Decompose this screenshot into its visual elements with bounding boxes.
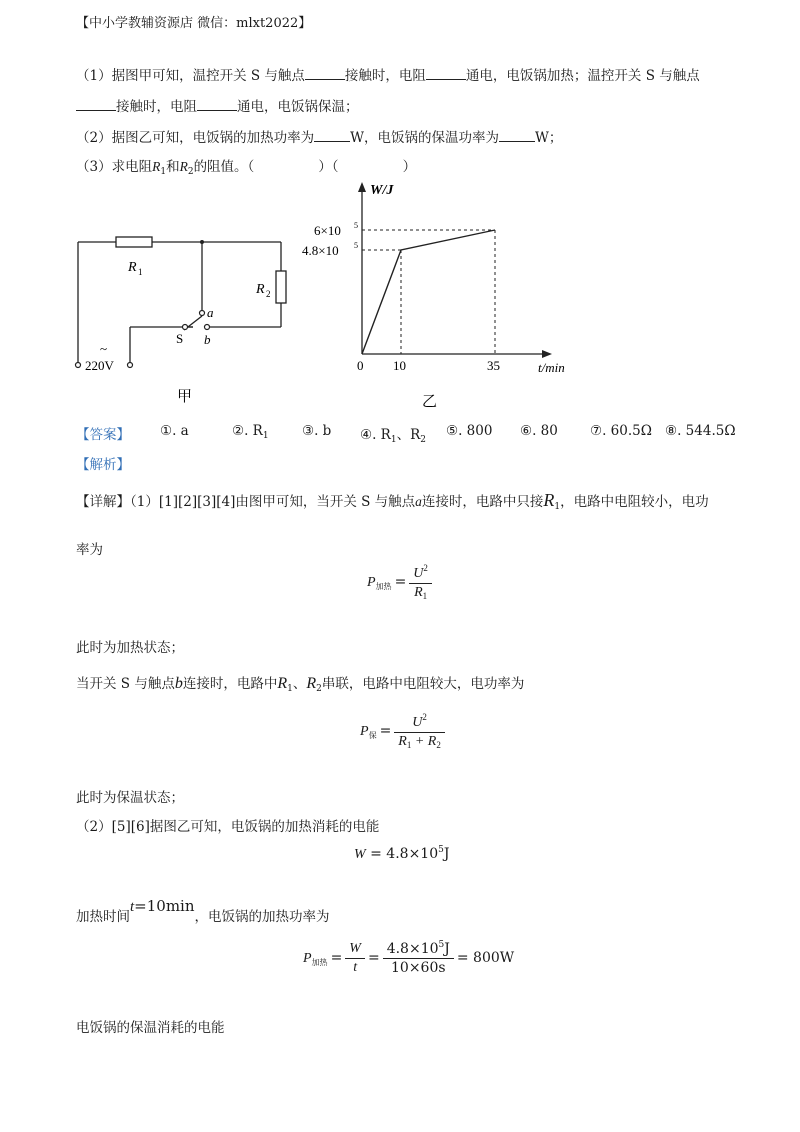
- detail-line-8: 电饭锅的保温消耗的电能: [76, 1020, 225, 1036]
- y-axis-label: W/J: [370, 183, 394, 198]
- question-text: 的阻值。（: [193, 159, 255, 175]
- answer-item: ②. $R_1$: [232, 423, 269, 441]
- circuit-diagram: [70, 226, 300, 416]
- detail-text: ，电饭锅的加热功率为: [194, 909, 330, 925]
- r2-label-sub: 2: [266, 289, 271, 299]
- detail-line-2: 率为: [76, 542, 103, 558]
- math-symbol: t: [130, 899, 135, 915]
- question-text: ）: [402, 159, 417, 175]
- y-tick-6e5-exp: 5: [354, 221, 358, 230]
- subscript: 1: [160, 167, 167, 177]
- question-text: 和: [166, 159, 180, 175]
- detail-text: 当开关 S 与触点: [76, 676, 175, 692]
- detail-text: （1）[1][2][3][4]由图甲可知，当开关 S 与触点: [130, 494, 416, 510]
- answer-blank: [305, 67, 345, 80]
- question-text: ）（: [318, 159, 339, 175]
- detail-text: 连接时，电路中: [182, 676, 278, 692]
- contact-b-label: b: [204, 332, 211, 347]
- answer-item: ③. b: [302, 423, 332, 439]
- answer-item: ①. a: [160, 423, 189, 439]
- question-text: W；: [534, 130, 563, 146]
- r2-symbol: R: [179, 159, 188, 174]
- math-symbol: b: [174, 675, 183, 692]
- detail-text: ，电路中电阻较小，电功: [560, 494, 709, 510]
- answer-item: ⑤. 800: [446, 423, 493, 439]
- question-text: 接触时，电阻: [344, 68, 426, 84]
- question-1-line-1: [76, 64, 700, 84]
- answer-item: ⑦. 60.5Ω: [590, 423, 652, 439]
- formula-heating-power: $P_{加热}$ = $\frac{U^2}{R_1}$: [367, 563, 432, 601]
- answer-label: 【答案】: [76, 427, 130, 443]
- x-tick-0: 0: [357, 358, 364, 373]
- y-tick-4.8e5-exp: 5: [354, 241, 358, 250]
- answer-item: ⑥. 80: [520, 423, 558, 439]
- x-axis-label: t/min: [538, 360, 565, 375]
- circuit-caption: 甲: [177, 389, 193, 405]
- energy-time-graph: [300, 178, 590, 418]
- y-axis-arrow: [358, 182, 366, 192]
- question-text: （2）据图乙可知，电饭锅的加热功率为: [76, 130, 315, 146]
- switch-s-label: S: [176, 331, 184, 346]
- detail-label: 【详解】: [76, 494, 130, 510]
- question-1-line-2: [76, 95, 359, 115]
- r1-symbol: R: [152, 159, 161, 174]
- subscript: 2: [316, 684, 322, 694]
- detail-line-1: [76, 490, 709, 512]
- detail-text: 加热时间: [76, 909, 130, 925]
- question-text: （3）求电阻: [76, 159, 153, 175]
- subscript: 1: [287, 684, 293, 694]
- resistor-r2: [276, 271, 286, 303]
- math-symbol: a: [415, 494, 422, 509]
- graph-caption: 乙: [422, 394, 438, 410]
- detail-text: 、: [292, 676, 307, 692]
- voltage-label: 220V: [85, 358, 114, 373]
- answer-item: ④. $R_1$、$R_2$: [360, 427, 426, 445]
- answer-blank: [499, 129, 535, 142]
- r1-label-sub: 1: [138, 267, 143, 277]
- detail-line-4: [76, 672, 524, 694]
- formula-keep-warm-power: $P_保$ = $\frac{U^2}{R_1 + R_2}$: [360, 712, 445, 750]
- y-tick-6e5: 6×10: [314, 223, 341, 238]
- detail-line-6: （2）[5][6]据图乙可知，电饭锅的加热消耗的电能: [76, 819, 380, 835]
- math-symbol: R: [306, 675, 317, 692]
- contact-a-label: a: [207, 305, 214, 320]
- detail-line-5: 此时为保温状态；: [76, 790, 184, 806]
- x-tick-35: 35: [487, 358, 500, 373]
- r1-label: R: [128, 260, 137, 275]
- question-text: 接触时，电阻: [116, 99, 197, 115]
- answer-blank: [76, 98, 116, 111]
- resistor-r1: [116, 237, 152, 247]
- answer-blank: [197, 98, 237, 111]
- question-text: 通电，电饭锅保温；: [237, 99, 359, 115]
- x-tick-10: 10: [393, 358, 406, 373]
- subscript: 1: [554, 502, 561, 512]
- formula-heating-power-value: $P_{加热}$ = $\frac{W}{t}$ = $\frac{4.8\times 10^5J}{10\times 60s}$ = 800W: [303, 940, 515, 976]
- detail-text: 连接时，电路中只接: [421, 494, 544, 510]
- math-symbol: R: [543, 490, 555, 510]
- formula-heating-energy: $W = 4.8\times 10^5J$: [354, 845, 450, 862]
- question-3: [76, 155, 416, 177]
- r2-label: R: [256, 282, 265, 297]
- question-text: W，电饭锅的保温功率为: [350, 130, 499, 146]
- x-axis-arrow: [542, 350, 552, 358]
- math-value: =10min: [134, 897, 195, 915]
- y-tick-4.8e5: 4.8×10: [302, 243, 339, 258]
- question-text: （1）据图甲可知，温控开关 S 与触点: [76, 68, 305, 84]
- question-text: 通电，电饭锅加热；温控开关 S 与触点: [465, 68, 700, 84]
- detail-line-7: [76, 897, 330, 926]
- energy-line: [362, 230, 495, 354]
- ac-symbol: ~: [100, 341, 108, 356]
- answer-blank: [314, 129, 350, 142]
- question-2: [76, 126, 562, 146]
- detail-line-3: 此时为加热状态；: [76, 640, 184, 656]
- subscript: 2: [187, 167, 194, 177]
- page-header: 【中小学教辅资源店 微信：mlxt2022】: [76, 16, 312, 31]
- math-symbol: R: [277, 675, 288, 692]
- analysis-label: 【解析】: [76, 457, 130, 473]
- answer-item: ⑧. 544.5Ω: [665, 423, 736, 439]
- answer-blank: [426, 67, 466, 80]
- detail-text: 串联，电路中电阻较大，电功率为: [321, 676, 525, 692]
